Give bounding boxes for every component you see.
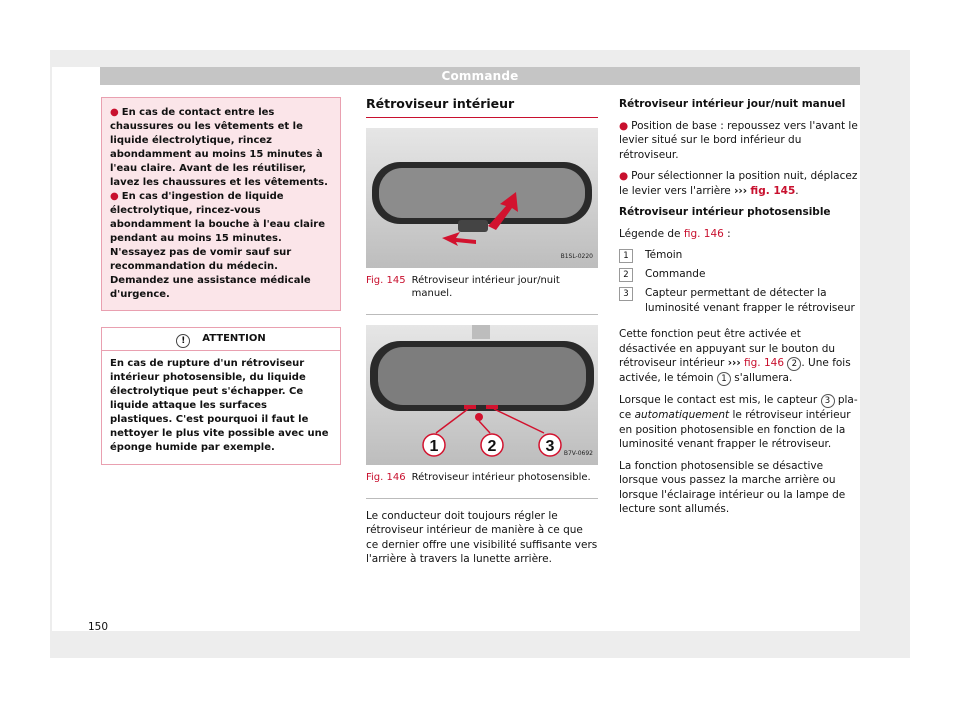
legend-text: Témoin [645, 249, 683, 261]
arrow-icon: ››› [734, 184, 748, 197]
figure-145-caption [366, 274, 598, 300]
manual-mirror-title: Rétroviseur intérieur jour/nuit manuel [619, 98, 846, 110]
fig-146-link[interactable]: fig. 146 [744, 357, 785, 369]
figure-146-image [366, 325, 598, 465]
photo-mirror-title: Rétroviseur intérieur photosensible [619, 206, 831, 218]
left-column [101, 97, 341, 465]
running-header: Commande [100, 67, 860, 85]
mirror-glass [379, 168, 585, 218]
manual-item: ● Pour sélectionner la position nuit, déplacez le levier vers l'arrière ››› fig. 145. [619, 170, 858, 197]
photosensitive-mirror-illustration [366, 325, 598, 465]
sensor-paragraph: Lorsque le contact est mis, le capteur 3 pla-ce automatiquement le rétroviseur intérieur en position photosensible en fonction de la luminosité venant frapper le rétroviseur. [619, 394, 858, 450]
figure-label: Fig. 145 [366, 274, 406, 286]
arrow-icon: ››› [727, 357, 741, 369]
callout-1-ref: 1 [717, 372, 731, 386]
caption-text: Rétroviseur intérieur jour/nuit manuel. [411, 274, 560, 299]
figure-code: B7V-0692 [563, 450, 593, 457]
light-sensor [486, 405, 498, 409]
warning-item: ● En cas de contact entre les chaussures ou les vêtements et le liquide électrolytique, rincez abondamment au moins 15 minutes à l'eau claire. Avant de les réutiliser, lavez les chaussures et les vêtements. [110, 107, 328, 188]
figure-146-caption [366, 471, 598, 484]
legend-number: 2 [619, 268, 633, 282]
legend-text: Capteur permettant de détecter la luminosité venant frapper le rétroviseur [645, 287, 855, 314]
legend-text: Commande [645, 268, 706, 280]
figure-145-image [366, 128, 598, 268]
divider [366, 314, 598, 315]
warning-item: ● En cas d'ingestion de liquide électrolytique, rincez-vous abondamment la bouche à l'eau claire pendant au moins 15 minutes. N'essayez pas de vomir sauf sur recommandation du médecin. Demandez une assistance médicale d'urgence. [110, 191, 326, 300]
callout-3-ref: 3 [821, 394, 835, 408]
attention-box [101, 327, 341, 465]
figure-code: B1SL-0220 [560, 253, 593, 260]
fig-145-link[interactable]: fig. 145 [750, 184, 796, 197]
attention-text: En cas de rupture d'un rétroviseur intérieur photosensible, du liquide électrolytique peut s'échapper. Ce liquide attaque les surfaces plastiques. C'est pourquoi il faut le nettoyer le plus vite possible avec une éponge humide par exemple. [110, 358, 329, 453]
legend-number: 1 [619, 249, 633, 263]
right-column [619, 97, 861, 524]
warning-circle-icon: ! [176, 334, 190, 348]
callout-3: 3 [545, 437, 555, 455]
legend-item [619, 267, 861, 282]
legend-item [619, 248, 861, 263]
callout-1: 1 [429, 437, 439, 455]
section-title: Rétroviseur intérieur [366, 97, 598, 118]
manual-mirror-illustration [366, 128, 598, 268]
indicator-light [464, 405, 476, 409]
figure-label: Fig. 146 [366, 471, 406, 483]
control-button [475, 413, 483, 421]
fig-146-link[interactable]: fig. 146 [683, 227, 724, 240]
bullet-icon: ● [619, 119, 629, 132]
page-number: 150 [88, 621, 109, 633]
legend-item [619, 286, 861, 315]
driver-paragraph: Le conducteur doit toujours régler le rétroviseur intérieur de manière à ce que ce dernier offre une visibilité suffisante vers l'arrière à travers la lunette arrière. [366, 509, 598, 565]
divider [366, 498, 598, 499]
bullet-icon: ● [110, 191, 119, 202]
callout-2: 2 [487, 437, 497, 455]
mirror-glass [378, 347, 586, 405]
attention-title: ATTENTION [202, 333, 266, 344]
middle-column [366, 97, 598, 574]
caption-text: Rétroviseur intérieur photosensible. [411, 471, 591, 483]
activation-paragraph: Cette fonction peut être activée et désactivée en appuyant sur le bouton du rétroviseur intérieur ››› fig. 146 2 . Une fois activée, le témoin 1 s'allumera. [619, 328, 851, 384]
bullet-icon: ● [110, 107, 119, 118]
legend-intro: Légende de fig. 146 : [619, 227, 731, 240]
mirror-lever [458, 220, 488, 232]
attention-header [102, 328, 340, 351]
legend-number: 3 [619, 287, 633, 301]
warning-box [101, 97, 341, 311]
callout-2-ref: 2 [787, 357, 801, 371]
manual-item: ● Position de base : repoussez vers l'avant le levier situé sur le bord inférieur du rétroviseur. [619, 119, 858, 161]
deactivation-paragraph: La fonction photosensible se désactive lorsque vous passez la marche arrière ou lorsque l'éclairage intérieur ou la lampe de lecture sont allumés. [619, 459, 846, 515]
bullet-icon: ● [619, 170, 629, 182]
